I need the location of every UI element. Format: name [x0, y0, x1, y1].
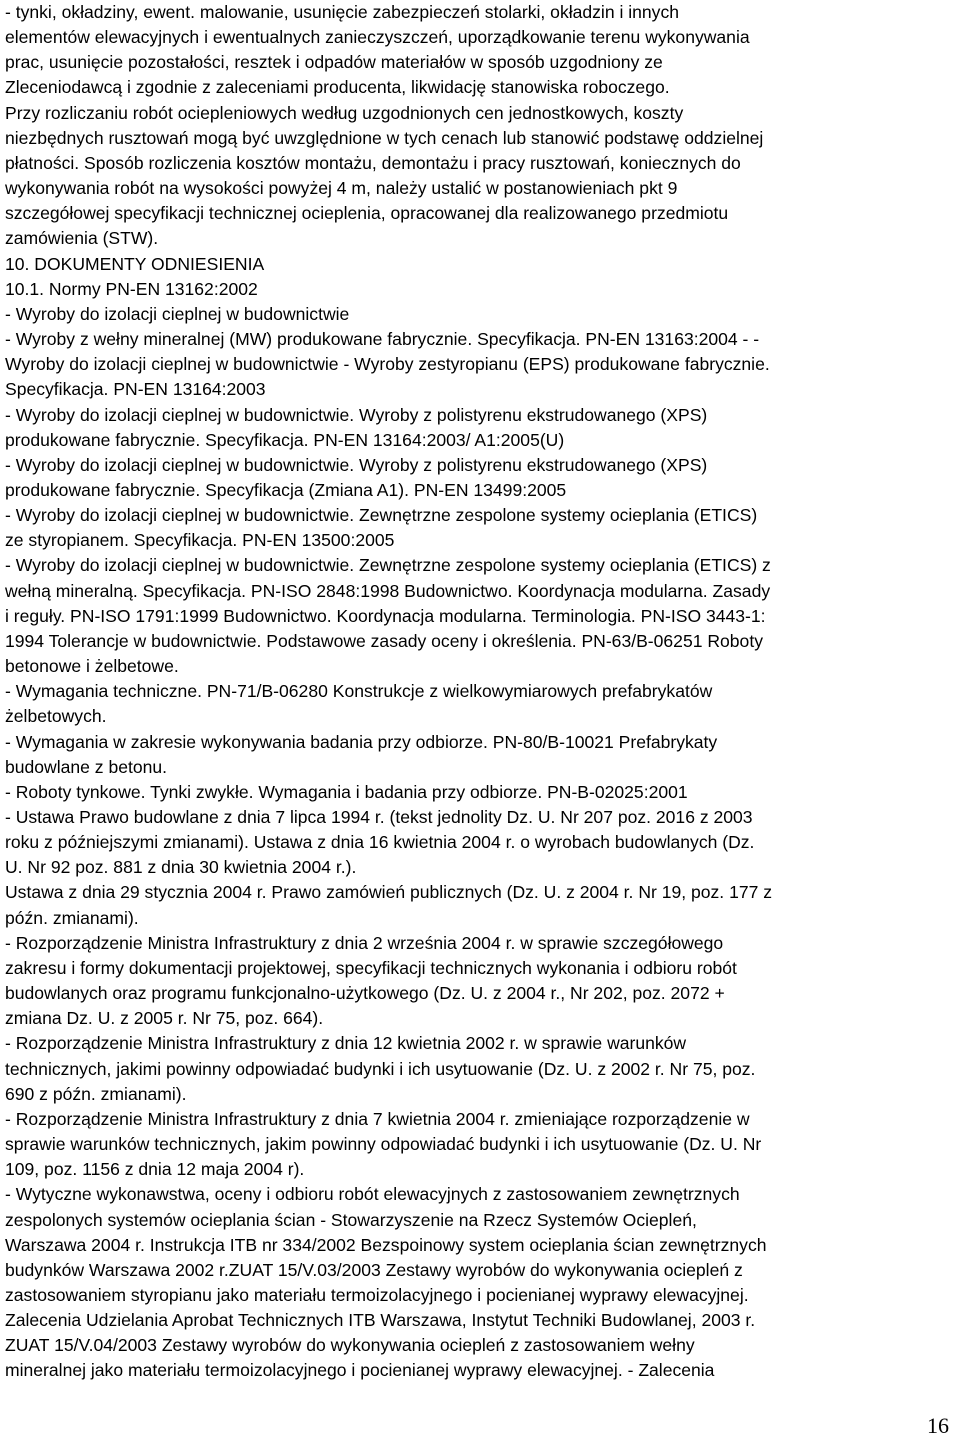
- text-line: - Wymagania techniczne. PN-71/B-06280 Konstrukcje z wielkowymiarowych prefabrykatów: [5, 681, 713, 702]
- text-line: - Wymagania w zakresie wykonywania badania przy odbiorze. PN-80/B-10021 Prefabrykaty: [5, 731, 718, 752]
- text-line: - Wyroby do izolacji cieplnej w budownictwie. Zewnętrzne zespolone systemy ocieplania (ETICS): [5, 505, 758, 526]
- text-line: budowlane z betonu.: [5, 756, 168, 777]
- text-line: ZUAT 15/V.04/2003 Zestawy wyrobów do wykonywania ociepleń z zastosowaniem wełny: [5, 1335, 695, 1356]
- text-line: produkowane fabrycznie. Specyfikacja (Zmiana A1). PN-EN 13499:2005: [5, 479, 567, 500]
- text-line: zakresu i formy dokumentacji projektowej, specyfikacji technicznych wykonania i odbioru robót: [5, 957, 737, 978]
- text-line: prac, usunięcie pozostałości, resztek i odpadów materiałów w sposób uzgodniony ze: [5, 52, 663, 73]
- text-line: płatności. Sposób rozliczenia kosztów montażu, demontażu i pracy rusztowań, koniecznych do: [5, 152, 741, 173]
- text-line: Zalecenia Udzielania Aprobat Technicznych ITB Warszawa, Instytut Techniki Budowlanej, 2003 r.: [5, 1310, 756, 1331]
- text-line: betonowe i żelbetowe.: [5, 656, 179, 677]
- text-line: produkowane fabrycznie. Specyfikacja. PN-EN 13164:2003/ A1:2005(U): [5, 429, 565, 450]
- text-line: - Wyroby z wełny mineralnej (MW) produkowane fabrycznie. Specyfikacja. PN-EN 13163:2004 - -: [5, 329, 760, 350]
- text-line: wełną mineralną. Specyfikacja. PN-ISO 2848:1998 Budownictwo. Koordynacja modularna. Zasady: [5, 580, 771, 601]
- text-line: - Wyroby do izolacji cieplnej w budownictwie. Zewnętrzne zespolone systemy ocieplania (ETICS) z: [5, 555, 771, 576]
- text-line: - Wyroby do izolacji cieplnej w budownictwie: [5, 303, 350, 324]
- text-line: żelbetowych.: [5, 706, 107, 727]
- text-line: zespolonych systemów ocieplania ścian - Stowarzyszenie na Rzecz Systemów Ociepleń,: [5, 1209, 697, 1230]
- text-line: elementów elewacyjnych i ewentualnych zanieczyszczeń, uporządkowanie terenu wykonywania: [5, 27, 750, 48]
- text-line: Zleceniodawcą i zgodnie z zaleceniami producenta, likwidację stanowiska roboczego.: [5, 77, 670, 98]
- text-line: niezbędnych rusztowań mogą być uwzględnione w tych cenach lub stanowić podstawę oddzielnej: [5, 127, 764, 148]
- text-line: - Ustawa Prawo budowlane z dnia 7 lipca 1994 r. (tekst jednolity Dz. U. Nr 207 poz. 2016 z 2003: [5, 807, 753, 827]
- text-line: - Rozporządzenie Ministra Infrastruktury z dnia 7 kwietnia 2004 r. zmieniające rozporządzenie w: [5, 1108, 750, 1129]
- text-line: Przy rozliczaniu robót ociepleniowych według uzgodnionych cen jednostkowych, koszty: [5, 102, 684, 123]
- text-line: ze styropianem. Specyfikacja. PN-EN 13500:2005: [5, 530, 395, 551]
- text-line: 10.1. Normy PN-EN 13162:2002: [5, 278, 258, 299]
- text-line: - Rozporządzenie Ministra Infrastruktury z dnia 2 września 2004 r. w sprawie szczegółowego: [5, 932, 724, 953]
- text-line: mineralnej jako materiału termoizolacyjnego i pocienianej wyprawy elewacyjnej. - Zalecenia: [5, 1360, 715, 1381]
- text-line: Specyfikacja. PN-EN 13164:2003: [5, 379, 266, 400]
- text-line: 690 z późn. zmianami).: [5, 1083, 187, 1104]
- page-number: 16: [927, 1413, 949, 1438]
- text-line: budowlanych oraz programu funkcjonalno-użytkowego (Dz. U. z 2004 r., Nr 202, poz. 2072 +: [5, 983, 725, 1004]
- text-line: Wyroby do izolacji cieplnej w budownictwie - Wyroby zestyropianu (EPS) produkowane fabrycznie.: [5, 354, 770, 375]
- text-line: technicznych, jakimi powinny odpowiadać budynki i ich usytuowanie (Dz. U. z 2002 r. Nr 75, poz.: [5, 1058, 756, 1079]
- text-line: - Rozporządzenie Ministra Infrastruktury z dnia 12 kwietnia 2002 r. w sprawie warunków: [5, 1033, 687, 1054]
- text-line: - tynki, okładziny, ewent. malowanie, usunięcie zabezpieczeń stolarki, okładzin i innych: [5, 2, 680, 22]
- document-body-text: [5, 0, 957, 1384]
- text-line: budynków Warszawa 2002 r.ZUAT 15/V.03/2003 Zestawy wyrobów do wykonywania ociepleń z: [5, 1259, 743, 1280]
- text-line: zamówienia (STW).: [5, 228, 159, 249]
- text-line: - Wytyczne wykonawstwa, oceny i odbioru robót elewacyjnych z zastosowaniem zewnętrznych: [5, 1184, 740, 1205]
- text-line: i reguły. PN-ISO 1791:1999 Budownictwo. Koordynacja modularna. Terminologia. PN-ISO 3443-1:: [5, 605, 766, 626]
- text-line: 109, poz. 1156 z dnia 12 maja 2004 r).: [5, 1159, 305, 1180]
- text-line: 10. DOKUMENTY ODNIESIENIA: [5, 253, 265, 274]
- text-line: - Wyroby do izolacji cieplnej w budownictwie. Wyroby z polistyrenu ekstrudowanego (XPS): [5, 404, 708, 425]
- text-line: - Wyroby do izolacji cieplnej w budownictwie. Wyroby z polistyrenu ekstrudowanego (XPS): [5, 454, 708, 475]
- text-line: roku z późniejszymi zmianami). Ustawa z dnia 16 kwietnia 2004 r. o wyrobach budowlanych (Dz.: [5, 832, 755, 853]
- document-page: [5, 0, 957, 1440]
- text-line: wykonywania robót na wysokości powyżej 4 m, należy ustalić w postanowieniach pkt 9: [5, 178, 678, 199]
- text-line: zastosowaniem styropianu jako materiału termoizolacyjnego i pocienianej wyprawy elewacyjnej.: [5, 1284, 749, 1305]
- text-line: szczegółowej specyfikacji technicznej ocieplenia, opracowanej dla realizowanego przedmiotu: [5, 203, 729, 224]
- text-line: U. Nr 92 poz. 881 z dnia 30 kwietnia 2004 r.).: [5, 857, 357, 878]
- text-line: sprawie warunków technicznych, jakim powinny odpowiadać budynki i ich usytuowanie (Dz. U. Nr: [5, 1134, 762, 1155]
- text-line: - Roboty tynkowe. Tynki zwykłe. Wymagania i badania przy odbiorze. PN-B-02025:2001: [5, 781, 688, 802]
- text-line: 1994 Tolerancje w budownictwie. Podstawowe zasady oceny i określenia. PN-63/B-06251 Roboty: [5, 630, 763, 651]
- text-line: Ustawa z dnia 29 stycznia 2004 r. Prawo zamówień publicznych (Dz. U. z 2004 r. Nr 19, poz. 177 z: [5, 882, 773, 903]
- text-line: zmiana Dz. U. z 2005 r. Nr 75, poz. 664).: [5, 1008, 324, 1029]
- text-line: późn. zmianami).: [5, 907, 139, 928]
- text-line: Warszawa 2004 r. Instrukcja ITB nr 334/2002 Bezspoinowy system ocieplania ścian zewnętrznych: [5, 1234, 767, 1255]
